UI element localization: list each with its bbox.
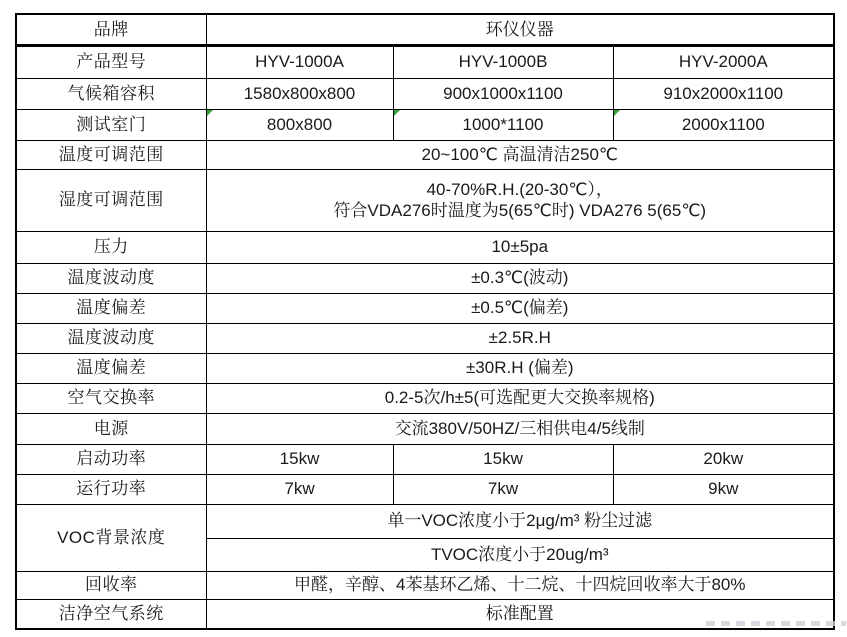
row-power-supply	[16, 413, 834, 444]
cell-flag-icon	[614, 110, 620, 116]
humidity-range-label: 湿度可调范围	[16, 169, 206, 231]
cell-flag-icon	[207, 110, 213, 116]
row-temp-deviation	[16, 293, 834, 323]
volume-label: 气候箱容积	[16, 78, 206, 109]
running-power-cell: 7kw	[206, 474, 393, 504]
temp-deviation-label: 温度偏差	[16, 293, 206, 323]
row-startup-power	[16, 444, 834, 474]
row-clean-air	[16, 599, 834, 629]
pressure-value: 10±5pa	[206, 231, 834, 263]
row-voc-line1	[16, 504, 834, 538]
startup-power-cell: 15kw	[206, 444, 393, 474]
volume-cell: 1580x800x800	[206, 78, 393, 109]
door-cell: 1000*1100	[393, 109, 613, 140]
row-recovery	[16, 571, 834, 599]
power-supply-label: 电源	[16, 413, 206, 444]
door-cell: 2000x1100	[613, 109, 834, 140]
temp-deviation-value: ±0.5℃(偏差)	[206, 293, 834, 323]
running-power-cell: 9kw	[613, 474, 834, 504]
voc-line2-value: TVOC浓度小于20ug/m³	[206, 538, 834, 571]
power-supply-value: 交流380V/50HZ/三相供电4/5线制	[206, 413, 834, 444]
row-brand	[16, 14, 834, 45]
volume-cell: 900x1000x1100	[393, 78, 613, 109]
row-humidity-range	[16, 169, 834, 231]
cell-flag-icon	[394, 110, 400, 116]
row-model	[16, 45, 834, 78]
clean-air-value: 标准配置	[206, 599, 834, 629]
brand-value: 环仪仪器	[206, 14, 834, 45]
row-temp-range	[16, 140, 834, 169]
model-cell: HYV-1000B	[393, 45, 613, 78]
row-air-exchange	[16, 383, 834, 413]
humidity-fluctuation-value: ±2.5R.H	[206, 323, 834, 353]
row-humidity-fluctuation	[16, 323, 834, 353]
row-humidity-deviation	[16, 353, 834, 383]
temp-fluctuation-label: 温度波动度	[16, 263, 206, 293]
recovery-value: 甲醛，辛醇、4苯基环乙烯、十二烷、十四烷回收率大于80%	[206, 571, 834, 599]
row-pressure	[16, 231, 834, 263]
humidity-deviation-label: 温度偏差	[16, 353, 206, 383]
humidity-range-line2: 符合VDA276时温度为5(65℃时) VDA276 5(65℃)	[333, 201, 707, 220]
brand-label: 品牌	[16, 14, 206, 45]
model-cell: HYV-1000A	[206, 45, 393, 78]
spec-table-container	[15, 13, 833, 630]
air-exchange-value: 0.2-5次/h±5(可选配更大交换率规格)	[206, 383, 834, 413]
recovery-label: 回收率	[16, 571, 206, 599]
pressure-label: 压力	[16, 231, 206, 263]
humidity-range-value	[206, 169, 834, 231]
air-exchange-label: 空气交换率	[16, 383, 206, 413]
clean-air-label: 洁净空气系统	[16, 599, 206, 629]
startup-power-cell: 20kw	[613, 444, 834, 474]
model-label: 产品型号	[16, 45, 206, 78]
temp-range-label: 温度可调范围	[16, 140, 206, 169]
humidity-range-line1: 40-70%R.H.(20-30℃），	[426, 179, 613, 199]
startup-power-label: 启动功率	[16, 444, 206, 474]
door-cell: 800x800	[206, 109, 393, 140]
running-power-cell: 7kw	[393, 474, 613, 504]
row-running-power	[16, 474, 834, 504]
humidity-fluctuation-label: 温度波动度	[16, 323, 206, 353]
running-power-label: 运行功率	[16, 474, 206, 504]
volume-cell: 910x2000x1100	[613, 78, 834, 109]
startup-power-cell: 15kw	[393, 444, 613, 474]
row-temp-fluctuation	[16, 263, 834, 293]
row-volume	[16, 78, 834, 109]
voc-line1-value: 单一VOC浓度小于2μg/m³ 粉尘过滤	[206, 504, 834, 538]
voc-label: VOC背景浓度	[16, 504, 206, 571]
model-cell: HYV-2000A	[613, 45, 834, 78]
humidity-deviation-value: ±30R.H (偏差)	[206, 353, 834, 383]
temp-fluctuation-value: ±0.3℃(波动)	[206, 263, 834, 293]
spec-table	[15, 13, 835, 630]
row-door	[16, 109, 834, 140]
door-label: 测试室门	[16, 109, 206, 140]
temp-range-value: 20~100℃ 高温清洁250℃	[206, 140, 834, 169]
